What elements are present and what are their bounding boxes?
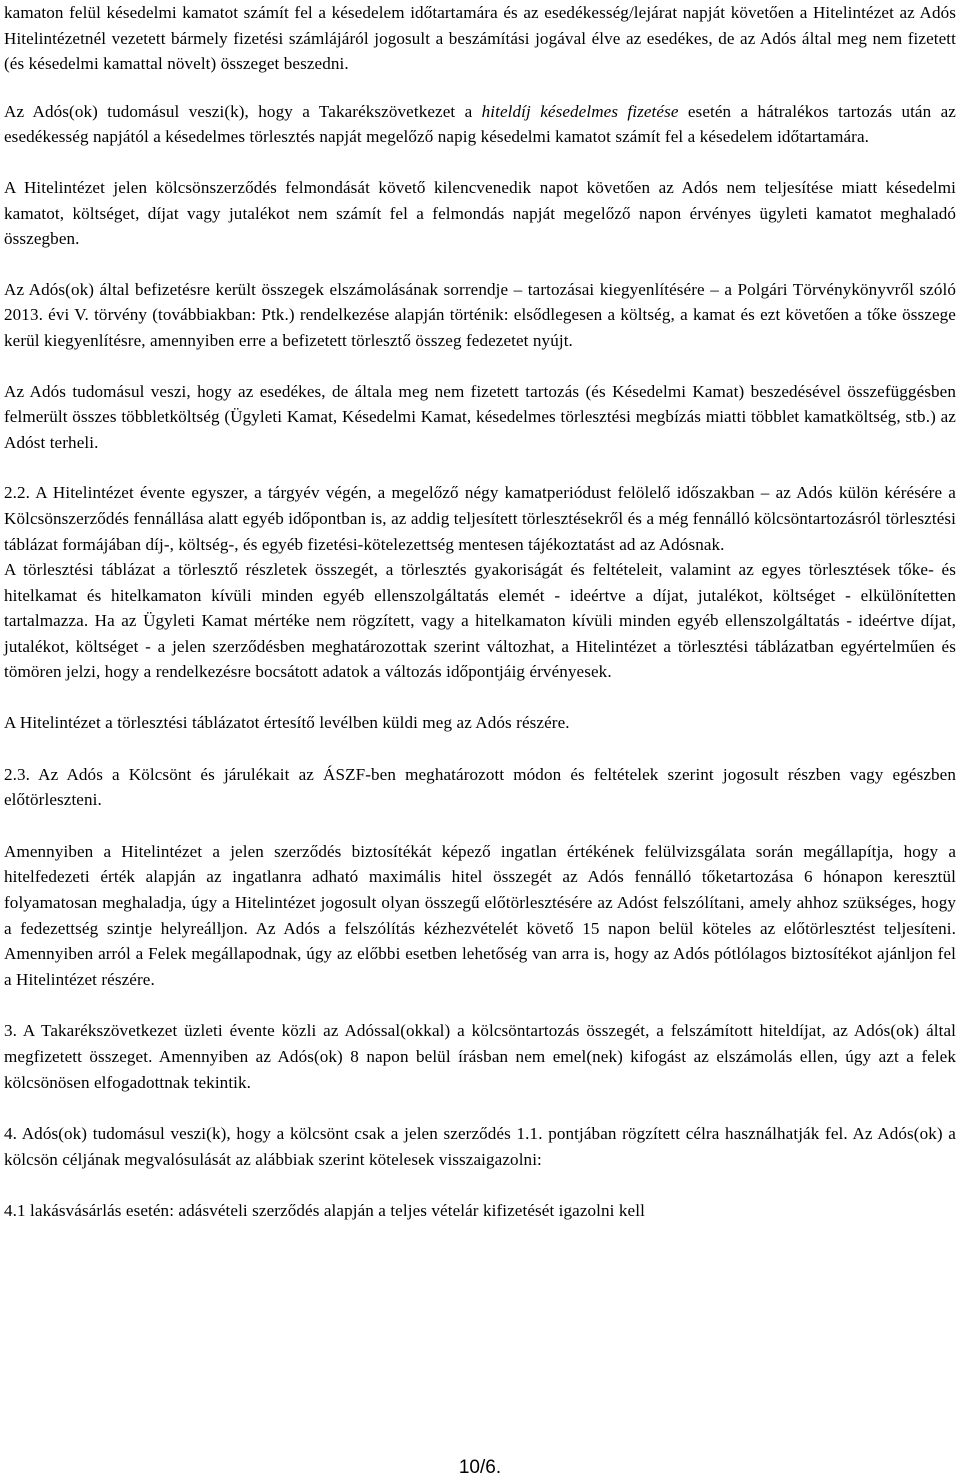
paragraph-section-2-2: 2.2. A Hitelintézet évente egyszer, a tárgyév végén, a megelőző négy kamatperiódust felölelő időszakban – az Adós külön kérésére a Kölcsönszerződés fennállása alatt egyéb időpontban is, az addig teljesített törlesztésekről és a még fennálló kölcsöntartozásról törlesztési táblázat formájában díj-, költség-, és egyéb fizetési-kötelezettség mentesen tájékoztatást ad az Adósnak. <box>4 483 956 554</box>
paragraph-notification-letter: A Hitelintézet a törlesztési táblázatot értesítő levélben küldi meg az Adós részére. <box>4 713 570 733</box>
paragraph-section-4-1: 4.1 lakásvásárlás esetén: adásvételi szerződés alapján a teljes vételár kifizetését igazolni kell <box>4 1201 645 1221</box>
page-number: 10/6. <box>458 1457 502 1478</box>
paragraph-section-2-3: 2.3. Az Adós a Kölcsönt és járulékait az ÁSZF-ben meghatározott módon és feltételek szerint jogosult részben vagy egészben előtörleszteni. <box>4 764 956 810</box>
paragraph-section-3: 3. A Takarékszövetkezet üzleti évente közli az Adóssal(okkal) a kölcsöntartozás összegét, a felszámított hiteldíjat, az Adós(ok) által megfizetett összeget. Amennyiben az Adós(ok) 8 napon belül írásban nem emel(nek) kifogást az elszámolás ellen, úgy azt a felek kölcsönösen elfogadottnak tekintik. <box>4 1021 956 1092</box>
paragraph-late-interest-setoff: kamaton felül késedelmi kamatot számít fel a késedelem időtartamára és az esedékesség/lejárat napját követően a Hitelintézet az Adós Hitelintézetnél vezetett bármely fizetési számlájáról jogosult a beszámítási jogával élve az esedékes, de az Adós által meg nem fizetett (és késedelmi kamattal növelt) összeget beszedni. <box>4 3 956 74</box>
italic-phrase: hiteldíj késedelmes fizetése <box>481 101 679 121</box>
paragraph-extra-costs: Az Adós tudomásul veszi, hogy az esedékes, de általa meg nem fizetett tartozás (és Késedelmi Kamat) beszedésével összefüggésben felmerült összes többletköltség (Ügyleti Kamat, Késedelmi Kamat, késedelmes törlesztési megbízás miatti többlet kamatköltség, stb.) az Adóst terheli. <box>4 381 956 452</box>
paragraph-collateral-review: Amennyiben a Hitelintézet a jelen szerződés biztosítékát képező ingatlan értékének felülvizsgálata során megállapítja, hogy a hitelfedezeti érték alapján az ingatlanra adható maximális hitel összegét az Adós fennálló tőketartozása 6 hónapon keresztül folyamatosan meghaladja, úgy a Hitelintézet jogosult olyan összegű előtörlesztésére az Adóst felszólítani, amely ahhoz szükséges, hogy a fedezettség szintje helyreálljon. Az Adós a felszólítás kézhezvételét követő 15 napon belül köteles az előtörlesztést teljesíteni. Amennyiben arról a Felek megállapodnak, úgy az előbbi esetben lehetőség van arra is, hogy az Adós pótlólagos biztosítékot ajánljon fel a Hitelintézet részére. <box>4 841 956 989</box>
paragraph-termination-ninety-days: A Hitelintézet jelen kölcsönszerződés felmondását követő kilencvenedik napot követően az Adós nem teljesítése miatt késedelmi kamatot, költséget, díjat vagy jutalékot nem számít fel a felmondás napját megelőző napon érvényes ügyleti kamatot meghaladó összegben. <box>4 177 956 249</box>
document-page <box>4 0 956 1224</box>
paragraph-credit-fee-late-payment: Az Adós(ok) tudomásul veszi(k), hogy a Takarékszövetkezet a hiteldíj késedelmes fizetése esetén a hátralékos tartozás után az esedékesség napjától a késedelmes törlesztés napját megelőző napig késedelmi kamatot számít fel a késedelem időtartamára. <box>4 101 956 147</box>
paragraph-payment-allocation-order: Az Adós(ok) által befizetésre került összegek elszámolásának sorrendje – tartozásai kiegyenlítésére – a Polgári Törvénykönyvről szóló 2013. évi V. törvény (továbbiakban: Ptk.) rendelkezése alapján történik: elsődlegesen a költség, a kamat és ezt követően a tőke összege kerül kiegyenlítésre, amennyiben erre a befizetett törlesztő összeg fedezetet nyújt. <box>4 279 956 350</box>
paragraph-section-4: 4. Adós(ok) tudomásul veszi(k), hogy a kölcsönt csak a jelen szerződés 1.1. pontjában rögzített célra használhatják fel. Az Adós(ok) a kölcsön céljának megvalósulását az alábbiak szerint kötelesek visszaigazolni: <box>4 1124 956 1169</box>
paragraph-repayment-table: A törlesztési táblázat a törlesztő részletek összegét, a törlesztés gyakoriságát és feltételeit, valamint az egyes törlesztések tőke- és hitelkamat és hitelkamaton kívüli minden egyéb ellenszolgáltatás elemét - ideértve a díjat, jutalékot, költséget - elkülönítetten tartalmazza. Ha az Ügyleti Kamat mértéke nem rögzített, vagy a hitelkamaton kívüli minden egyéb ellenszolgáltatás - ideértve díjat, jutalékot, költséget - a jelen szerződésben meghatározottak szerint változhat, a Hitelintézet a törlesztési táblázatban egyértelműen és tömören jelzi, hogy a rendelkezésre bocsátott adatok a változás időpontjáig érvényesek. <box>4 560 956 682</box>
